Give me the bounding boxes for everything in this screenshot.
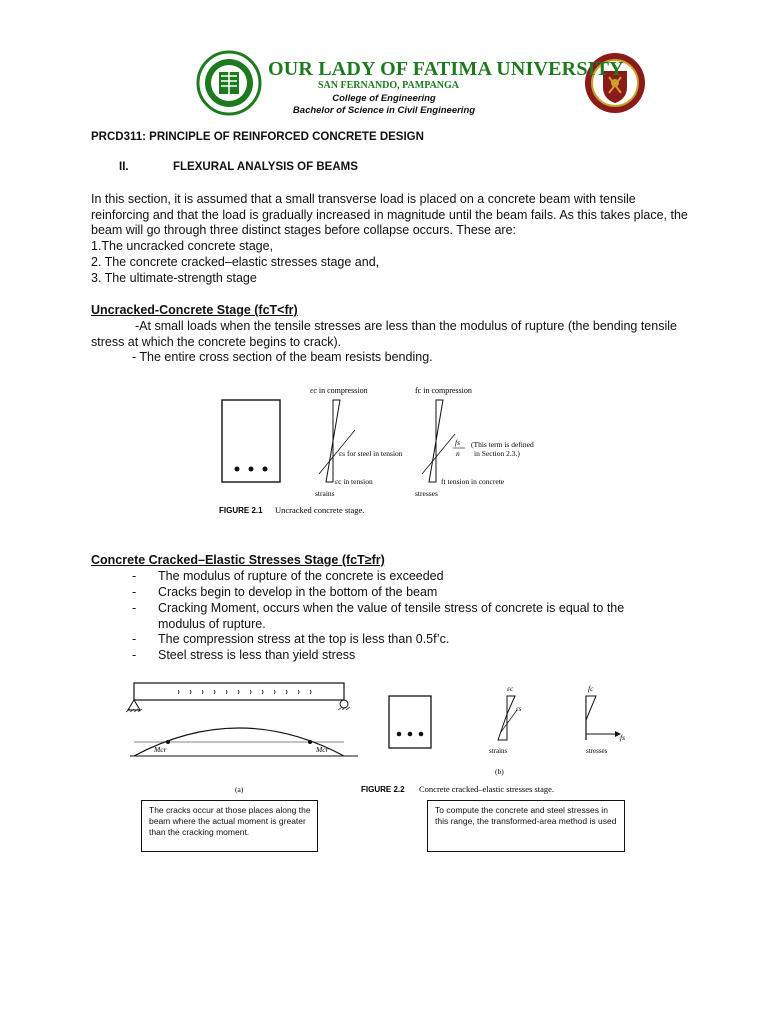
callout-cracking-moment: The cracks occur at those places along the beam where the actual moment is greater than the cracking moment. [141, 800, 318, 852]
pin-support [128, 700, 140, 710]
figure-2-1-caption: Uncracked concrete stage. [275, 505, 365, 515]
cracking-moment-label-left: Mcr [154, 745, 167, 754]
stage2-bullet: Steel stress is less than yield stress [158, 648, 356, 662]
figure-2-2-label: FIGURE 2.2 [361, 785, 405, 794]
steel-stress-label: fs [620, 733, 626, 742]
stage2-bullet: The modulus of rupture of the concrete is exceeded [158, 569, 444, 583]
steel-tension-strain-label: εs for steel in tension [339, 449, 403, 458]
defined-note-line2: in Section 2.3.) [474, 449, 520, 458]
fs-denominator: n [456, 449, 460, 458]
figure-2-2-caption [358, 780, 608, 798]
stage1-note: - The entire cross section of the beam resists bending. [132, 350, 433, 364]
stress-compression-label: fc in compression [415, 386, 472, 395]
strain-compression-label: εc in compression [310, 386, 368, 395]
stage2-bullet: Cracking Moment, occurs when the value of tensile stress of concrete is equal to the modulus of rupture. [158, 601, 625, 631]
cracking-moment-label-right: Mcr [316, 745, 329, 754]
callout-transformed-area: To compute the concrete and steel stresses in this range, the transformed-area method is used [427, 800, 625, 852]
bullet-dash: - [132, 569, 137, 583]
stage2-heading: Concrete Cracked–Elastic Stresses Stage (fcT≥fr) [91, 553, 385, 567]
figure-2-2a-label: (a) [235, 785, 244, 794]
bullet-dash: - [132, 648, 137, 662]
stage2-bullet: The compression stress at the top is less than 0.5f’c. [158, 632, 450, 646]
stresses-label: stresses [586, 747, 608, 755]
section-title: FLEXURAL ANALYSIS OF BEAMS [173, 161, 358, 173]
bullet-dash: - [132, 601, 137, 615]
stage-list-item: 1.The uncracked concrete stage, [91, 239, 274, 253]
stage2-bullet: Cracks begin to develop in the bottom of the beam [158, 585, 438, 599]
stage1-description: -At small loads when the tensile stresses are less than the modulus of rupture (the bending tensile stress at which the concrete begins to crack). [91, 319, 677, 349]
figure-2-2a-beam-moment [120, 676, 365, 798]
stage-list-item: 2. The concrete cracked–elastic stresses stage and, [91, 255, 380, 269]
stage1-heading: Uncracked-Concrete Stage (fcT<fr) [91, 303, 298, 317]
rebar-dot [263, 467, 268, 472]
stage-list-item: 3. The ultimate-strength stage [91, 271, 257, 285]
course-title: PRCD311: PRINCIPLE OF REINFORCED CONCRETE DESIGN [91, 131, 424, 143]
strains-label: strains [315, 489, 335, 498]
fs-numerator: fs [455, 438, 461, 447]
figure-2-2b-label: (b) [495, 767, 504, 776]
figure-2-1-uncracked-stage [215, 380, 545, 520]
rebar-dot [397, 732, 402, 737]
rebar-dot [419, 732, 424, 737]
roller-support [340, 700, 348, 708]
degree-name: Bachelor of Science in Civil Engineering [292, 105, 476, 116]
stresses-label: stresses [415, 489, 438, 498]
defined-note-line1: (This term is defined [471, 440, 534, 449]
figure-2-2-caption-text: Concrete cracked–elastic stresses stage. [419, 784, 554, 794]
cracked-cross-section [389, 696, 431, 748]
college-name: College of Engineering [332, 93, 436, 104]
university-name: OUR LADY OF FATIMA UNIVERSITY [268, 58, 624, 80]
concrete-stress-label: fc [588, 684, 594, 693]
steel-strain-label: εs [516, 705, 522, 713]
crack-marks [178, 690, 311, 694]
figure-2-1-label: FIGURE 2.1 [219, 506, 263, 515]
bullet-dash: - [132, 632, 137, 646]
concrete-tension-strain-label: εc in tension [335, 477, 373, 486]
rebar-dot [408, 732, 413, 737]
strains-label: strains [489, 747, 508, 755]
intro-paragraph: In this section, it is assumed that a small transverse load is placed on a concrete beam with tensile reinforcing and that the load is gradually increased in magnitude until the beam fails. As this takes place, the beam will go through three distinct stages before collapse occurs. These are: [91, 192, 688, 238]
rebar-dot [249, 467, 254, 472]
concrete-tension-stress-label: ft tension in concrete [441, 477, 505, 486]
bullet-dash: - [132, 585, 137, 599]
rebar-dot [235, 467, 240, 472]
university-location: SAN FERNANDO, PAMPANGA [318, 80, 460, 91]
concrete-strain-label: εc [507, 684, 514, 693]
section-number: II. [119, 161, 129, 173]
